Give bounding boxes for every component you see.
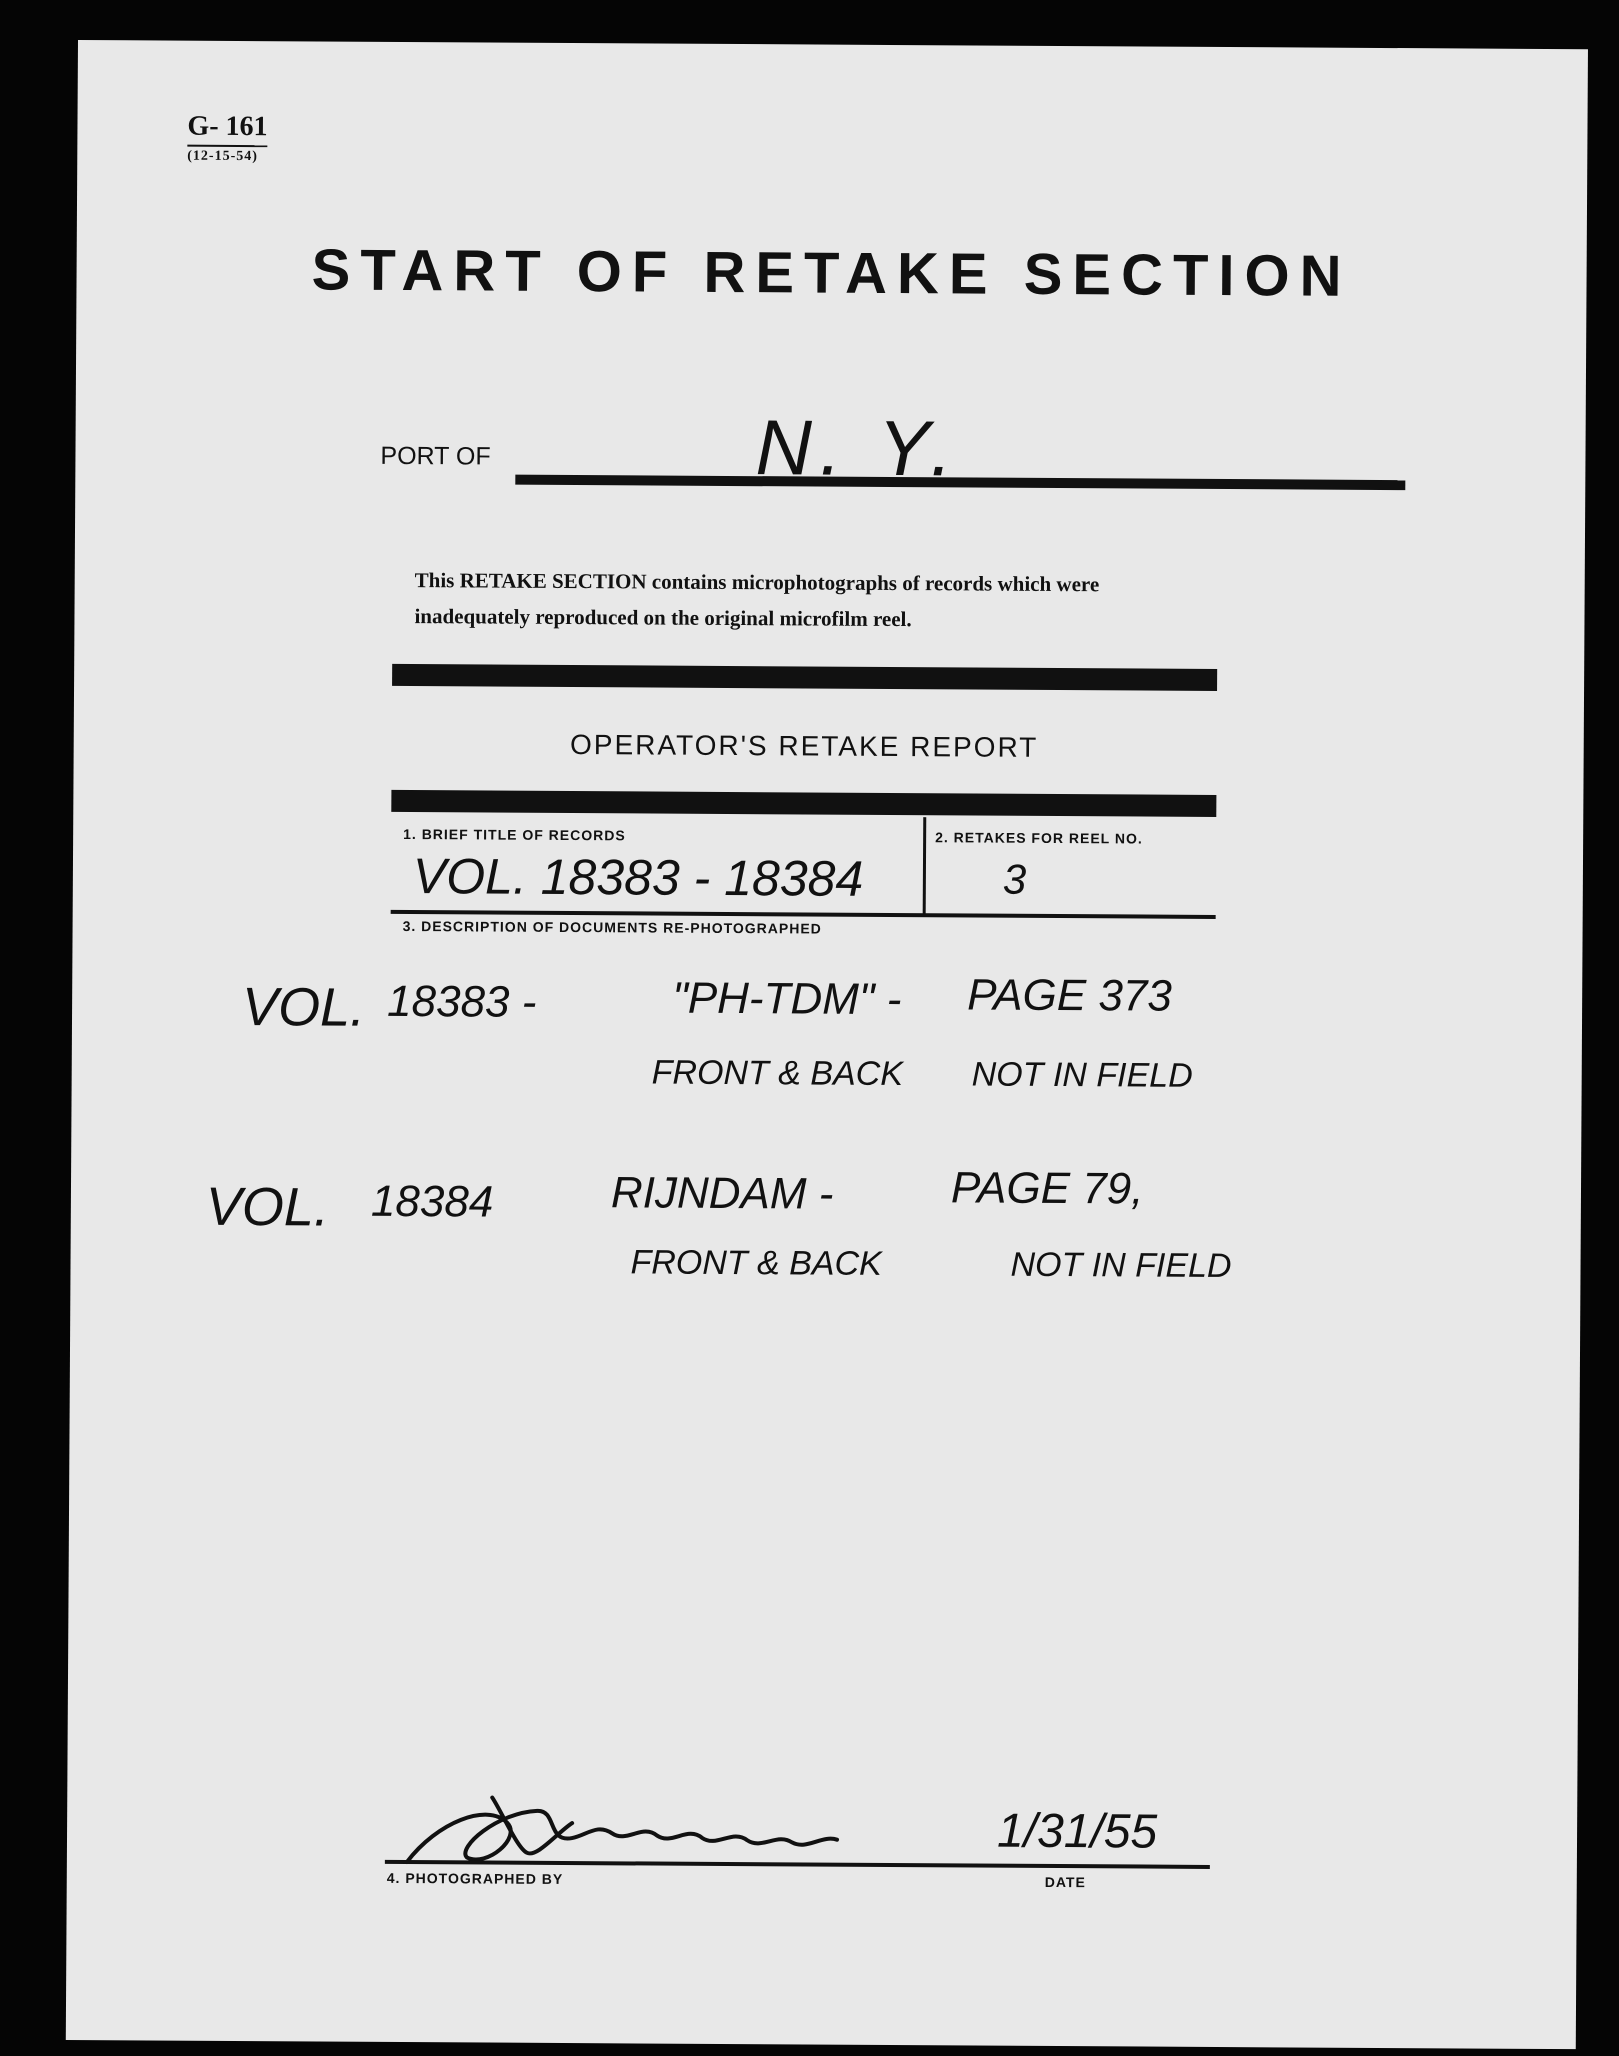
- document-page: [66, 40, 1588, 2049]
- retake-notice: This RETAKE SECTION contains microphotographs of records which were inadequately reproduced on the original microfilm reel.: [414, 568, 1100, 632]
- entry-1-vol: VOL.: [241, 977, 366, 1038]
- entry-2-note: NOT IN FIELD: [1010, 1245, 1232, 1286]
- photographed-date-value: 1/31/55: [996, 1804, 1158, 1859]
- entry-1-side: FRONT & BACK: [651, 1053, 904, 1094]
- field-underline: [391, 910, 1216, 919]
- entry-1-ship: "PH-TDM" -: [672, 973, 902, 1025]
- form-identifier: [187, 111, 267, 165]
- entry-2-vol: VOL.: [205, 1176, 330, 1238]
- entry-1-page: PAGE 373: [967, 970, 1172, 1021]
- entry-2-number: 18384: [370, 1176, 494, 1227]
- field-label-description: 3. DESCRIPTION OF DOCUMENTS RE-PHOTOGRAPHED: [402, 917, 822, 937]
- entry-1-note: NOT IN FIELD: [971, 1055, 1193, 1095]
- form-revision-date: (12-15-54): [187, 148, 258, 165]
- entry-1-number: 18383 -: [386, 976, 537, 1027]
- entry-2-page: PAGE 79,: [950, 1163, 1144, 1214]
- entry-2-ship: RIJNDAM -: [610, 1168, 834, 1219]
- report-title: OPERATOR'S RETAKE REPORT: [569, 729, 1039, 763]
- form-code: G- 161: [187, 111, 267, 147]
- field-divider: [923, 817, 927, 915]
- field-label-reel-no: 2. RETAKES FOR REEL NO.: [935, 829, 1143, 847]
- records-title-value: VOL. 18383 - 18384: [412, 848, 864, 907]
- field-label-brief-title: 1. BRIEF TITLE OF RECORDS: [403, 826, 626, 844]
- port-label: PORT OF: [380, 441, 491, 471]
- port-underline: [515, 475, 1405, 490]
- divider-bar: [392, 664, 1217, 691]
- port-value: N. Y.: [755, 403, 961, 493]
- entry-2-side: FRONT & BACK: [630, 1243, 882, 1283]
- field-label-photographed-by: 4. PHOTOGRAPHED BY: [386, 1869, 564, 1887]
- page-title: START OF RETAKE SECTION: [311, 237, 1352, 309]
- divider-bar: [391, 790, 1216, 817]
- reel-number-value: 3: [1002, 855, 1027, 903]
- field-label-date: DATE: [1044, 1873, 1086, 1891]
